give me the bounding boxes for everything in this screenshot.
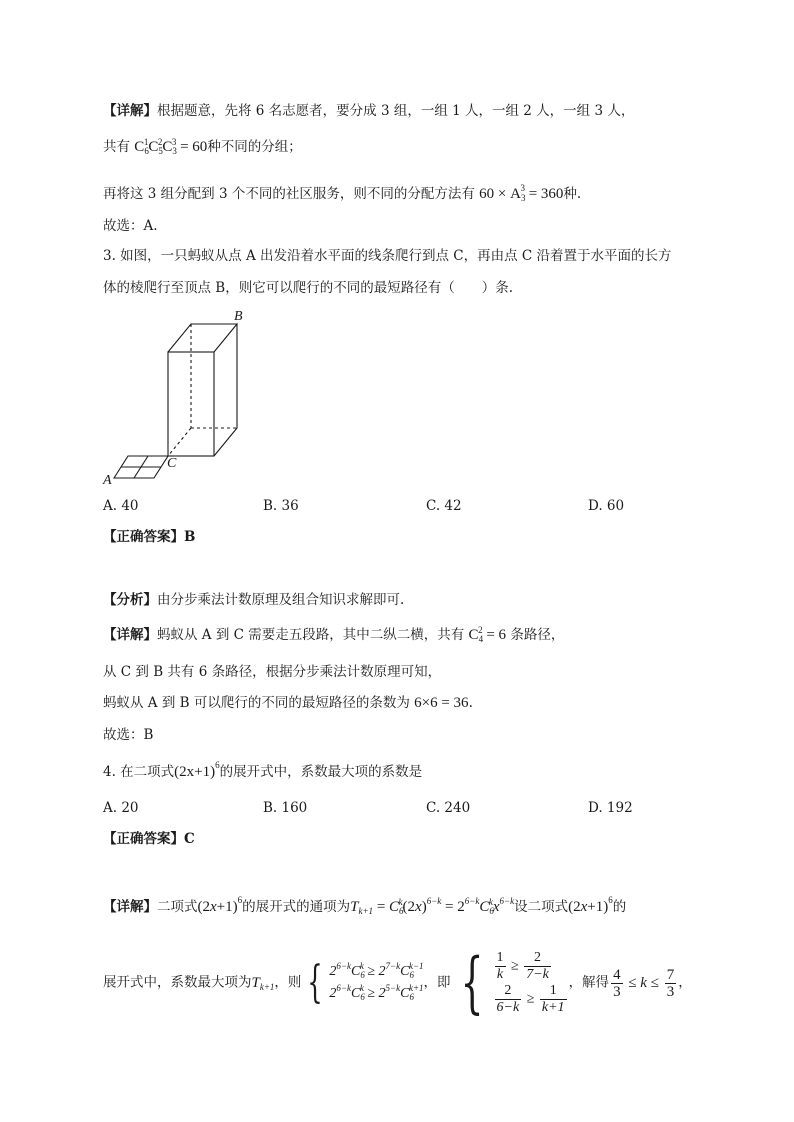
q3-option-d: D. 60 [588,498,625,514]
q3-answer: 【正确答案】B [103,529,196,545]
label-B: B [234,309,243,324]
combination-c42: $C_4^2$ [468,625,484,644]
inequality-system-2: $\frac{1}{k}$ ≥ $\frac{2}{7-k}$ $\frac{2}{6-k}$ ≥ $\frac{1}{k+1}$ [496,950,565,1015]
q4-option-b: B. 160 [263,800,308,816]
q4-detail-line-2: 展开式中，系数最大项为$T_{k+1}$，则 { $2^{6-k}C_6^k \ge 2^{7-k}C_6^{k-1}$ $2^{6-k}C_6^k \ge 2^{5-k}C_6^{k+1}$ ，即 { $\frac{1}{k}$ ≥ $\frac{2}{7-k}$ $\frac{2}{6-k}$ ≥ $\frac{1}{k+1}$ ，解得 $\frac{4}{3}$ ≤ k ≤ $\frac{7}{3}$ ， [103,944,692,1021]
q3-analysis: 【分析】由分步乘法计数原理及组合知识求解即可. [103,592,405,608]
detail-line-2: 共有 $C_6^1C_5^2C_3^3 = 60$种不同的分组； [103,137,302,156]
q3-detail-line-2: 从 C 到 B 共有 6 条路径，根据分步乘法计数原理可知， [103,664,442,680]
q4-option-d: D. 192 [588,800,633,816]
detail-heading: 【详解】 [103,103,157,119]
q3-conclusion: 故选：B [103,727,154,743]
q3-option-c: C. 42 [426,498,462,514]
combination-formula: $C_6^1C_5^2C_3^3$ [134,137,177,156]
q3-option-a: A. 40 [103,498,139,514]
cuboid-figure [100,304,260,490]
hidden-edges [168,324,237,456]
ground-grid [114,456,168,478]
q4-option-c: C. 240 [426,800,471,816]
inequality-system-1: $2^{6-k}C_6^k \ge 2^{7-k}C_6^{k-1}$ $2^{6-k}C_6^k \ge 2^{5-k}C_6^{k+1}$ [329,961,424,1002]
q3-stem-line-1: 3. 如图，一只蚂蚁从点 A 出发沿着水平面的线条爬行到点 C，再由点 C 沿着置于水平面的长方 [103,248,672,264]
q3-detail-line-3: 蚂蚁从 A 到 B 可以爬行的不同的最短路径的条数为 6×6 = 36. [103,695,473,711]
q4-stem: 4. 在二项式$(2x+1)^6$的展开式中，系数最大项的系数是 [103,760,423,780]
q3-option-b: B. 36 [263,498,299,514]
q4-detail-line-1: 【详解】二项式$(2x+1)^6$的展开式的通项为$T_{k+1} = C_6^k(2x)^{6-k} = 2^{6-k}C_6^kx^{6-k}$设二项式$(2x+1)^6$的 [103,895,627,916]
general-term-formula: $T_{k+1} = C_6^k(2x)^{6-k} = 2^{6-k}C_6^kx^{6-k}$ [350,896,515,916]
q3-detail-line-1: 【详解】蚂蚁从 A 到 C 需要走五段路，其中二纵二横，共有 $C_4^2 = 6$ 条路径， [103,625,565,644]
conclusion-line: 故选：A. [103,218,158,234]
detail-line-1 [103,101,634,121]
solution-range: $\frac{4}{3}$ ≤ k ≤ $\frac{7}{3}$ [613,966,675,1000]
q4-option-a: A. 20 [103,800,139,816]
q3-stem-line-2: 体的棱爬行至顶点 B，则它可以爬行的不同的最短路径有（ ）条. [103,280,514,296]
system-brace-1: { [307,957,324,1008]
detail-text: 根据题意，先将 6 名志愿者，要分成 3 组，一组 1 人，一组 2 人，一组 3 人， [157,103,635,119]
label-A: A [103,473,112,488]
right-face [214,324,237,456]
top-face [168,324,237,352]
q4-answer: 【正确答案】C [103,831,195,847]
system-brace-2: { [459,944,484,1021]
label-C: C [167,456,177,471]
detail-line-3: 再将这 3 组分配到 3 个不同的社区服务，则不同的分配方法有 $60 \times A_3^3 = 360$种. [103,183,582,203]
